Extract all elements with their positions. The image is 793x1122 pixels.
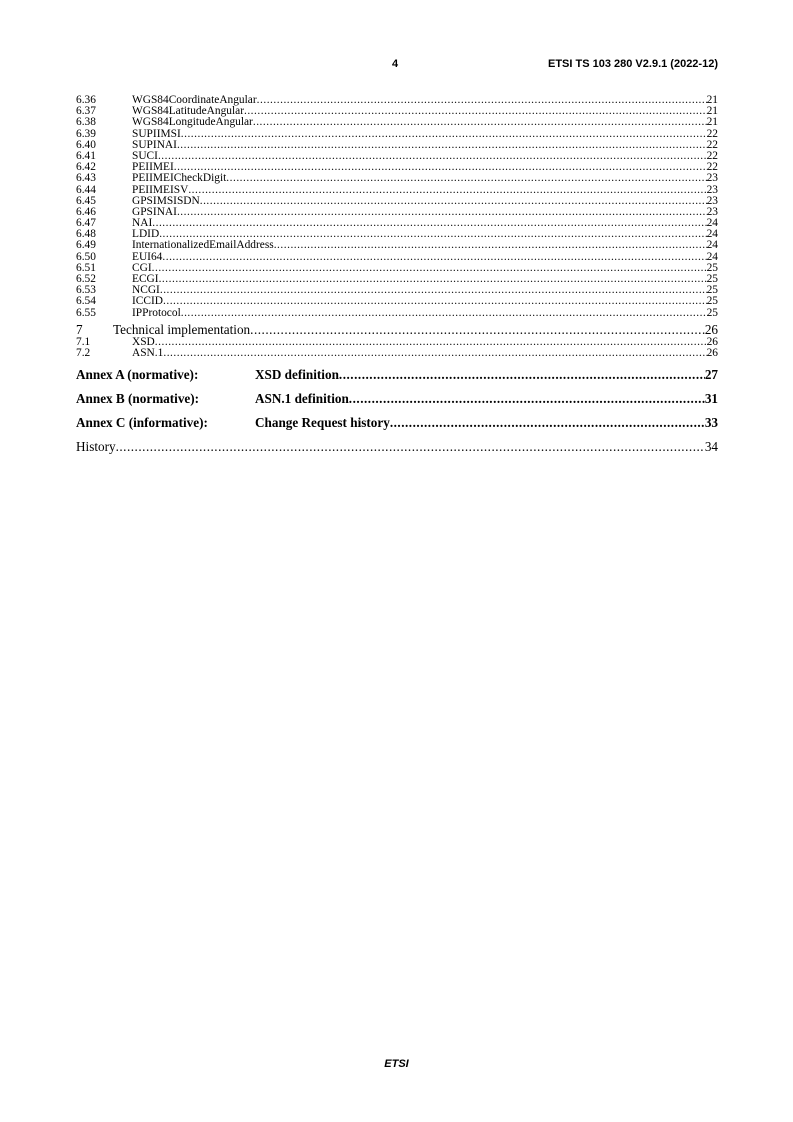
toc-history-title: History <box>76 439 116 455</box>
toc-annex-page: 31 <box>704 391 718 407</box>
toc-entry-title: GPSIMSISDN <box>132 194 200 207</box>
toc-entry-number: 6.46 <box>76 205 96 218</box>
toc-entry-number: 6.48 <box>76 228 96 241</box>
toc-entry[interactable] <box>76 207 718 218</box>
toc-clause-7[interactable] <box>76 323 718 337</box>
toc-entry-number: 7.1 <box>76 335 91 348</box>
toc-entry-number: 6.36 <box>76 94 96 106</box>
toc-leader-dots <box>174 162 707 173</box>
toc-annex-page: 33 <box>704 415 718 431</box>
toc-entry-title: ICCID <box>132 295 164 308</box>
toc-entry-number: 6.51 <box>76 261 96 274</box>
toc-leader-dots <box>274 240 707 251</box>
toc-entry-page: 26 <box>706 346 718 359</box>
toc-entry-page: 25 <box>706 295 718 308</box>
toc-entry[interactable] <box>76 348 718 359</box>
toc-entry-title: ECGI <box>132 273 159 285</box>
toc-clause-number: 7 <box>76 321 83 337</box>
toc-annex-label: Annex B (normative): <box>76 391 200 407</box>
toc-clause-page: 26 <box>704 321 718 337</box>
toc-entry-title: WGS84LongitudeAngular <box>132 116 253 129</box>
toc-leader-dots <box>339 367 705 382</box>
toc-leader-dots <box>160 285 707 296</box>
toc-entry-page: 22 <box>706 127 718 140</box>
toc-entry-number: 6.39 <box>76 127 96 140</box>
toc-entry-title: SUPIIMSI <box>132 127 181 140</box>
toc-entry-number: 6.44 <box>76 183 96 196</box>
toc-entry[interactable] <box>76 218 718 229</box>
toc-entry-title: WGS84LatitudeAngular <box>132 105 244 118</box>
toc-history[interactable] <box>76 439 718 454</box>
toc-annex-label: Annex A (normative): <box>76 367 199 383</box>
toc-leader-dots <box>163 296 707 307</box>
toc-entry-page: 23 <box>706 194 718 207</box>
toc-entry-page: 26 <box>706 335 718 348</box>
toc-entry-number: 6.50 <box>76 250 96 263</box>
toc-entry[interactable] <box>76 117 718 128</box>
toc-entry[interactable] <box>76 263 718 274</box>
toc-entry[interactable] <box>76 308 718 319</box>
toc-entry-page: 22 <box>706 138 718 151</box>
toc-entry[interactable] <box>76 274 718 285</box>
toc-annex-a[interactable] <box>76 367 718 382</box>
toc-entry-title: LDID <box>132 228 160 241</box>
toc-entry-page: 23 <box>706 183 718 196</box>
toc-entry[interactable] <box>76 140 718 151</box>
toc-entry-title: NAI <box>132 217 153 230</box>
toc-leader-dots <box>250 323 705 337</box>
toc-clause-title: Technical implementation <box>113 321 251 337</box>
toc-leader-dots <box>177 140 707 151</box>
toc-leader-dots <box>155 337 707 348</box>
document-id: ETSI TS 103 280 V2.9.1 (2022-12) <box>548 58 718 70</box>
toc-leader-dots <box>158 151 707 162</box>
toc-entry-page: 23 <box>706 172 718 185</box>
toc-history-page: 34 <box>704 439 718 455</box>
toc-entry-number: 6.43 <box>76 172 96 185</box>
toc-entry[interactable] <box>76 337 718 348</box>
toc-annex-b[interactable] <box>76 391 718 406</box>
toc-entry-number: 6.40 <box>76 138 96 151</box>
toc-entry[interactable] <box>76 296 718 307</box>
toc-entry-page: 25 <box>706 273 718 285</box>
page-footer: ETSI <box>384 1058 409 1070</box>
toc-entry[interactable] <box>76 252 718 263</box>
toc-entry-title: IPProtocol <box>132 306 181 319</box>
toc-leader-dots <box>159 274 707 285</box>
toc-entry-number: 6.45 <box>76 194 96 207</box>
toc-entry-title: WGS84CoordinateAngular <box>132 94 257 106</box>
toc-entry-number: 7.2 <box>76 346 91 359</box>
toc-entry-title: XSD <box>132 335 155 348</box>
toc-entry-number: 6.42 <box>76 161 96 174</box>
toc-leader-dots <box>152 263 707 274</box>
page-number: 4 <box>392 58 399 70</box>
toc-entry-number: 6.49 <box>76 239 96 252</box>
toc-leader-dots <box>226 173 706 184</box>
toc-entry-page: 22 <box>706 161 718 174</box>
toc-entry-title: PEIIMEI <box>132 161 174 174</box>
toc-entry[interactable] <box>76 185 718 196</box>
toc-entry-number: 6.52 <box>76 273 96 285</box>
toc-entry-page: 24 <box>706 239 718 252</box>
toc-leader-dots <box>152 218 706 229</box>
toc-entry-page: 24 <box>706 217 718 230</box>
toc-annex-title: XSD definition <box>255 367 339 383</box>
toc-leader-dots <box>181 129 707 140</box>
toc-entry-title: NCGI <box>132 284 160 297</box>
toc-entry-title: ASN.1 <box>132 346 164 359</box>
toc-entry-title: PEIIMEICheckDigit <box>132 172 227 185</box>
toc-leader-dots <box>390 415 705 430</box>
toc-annex-label: Annex C (informative): <box>76 415 208 431</box>
toc-entry-page: 25 <box>706 306 718 319</box>
toc-entry-title: InternationalizedEmailAddress <box>132 239 274 252</box>
toc-entry-number: 6.47 <box>76 217 96 230</box>
toc-entry-page: 21 <box>706 94 718 106</box>
toc-entry-title: SUPINAI <box>132 138 177 151</box>
toc-entry-title: GPSINAI <box>132 205 177 218</box>
toc-entry-page: 23 <box>706 205 718 218</box>
toc-entry-number: 6.37 <box>76 105 96 118</box>
toc-entry-page: 24 <box>706 228 718 241</box>
toc-entry-page: 25 <box>706 261 718 274</box>
toc-entry-title: SUCI <box>132 149 158 162</box>
toc-leader-dots <box>200 196 707 207</box>
table-of-contents <box>76 95 718 454</box>
toc-entry[interactable] <box>76 240 718 251</box>
toc-leader-dots <box>253 117 707 128</box>
toc-entry-number: 6.41 <box>76 149 96 162</box>
toc-leader-dots <box>163 348 706 359</box>
page-header <box>76 55 718 73</box>
toc-annex-c[interactable] <box>76 415 718 430</box>
toc-entry-page: 25 <box>706 284 718 297</box>
toc-entry-number: 6.53 <box>76 284 96 297</box>
toc-leader-dots <box>181 308 707 319</box>
toc-entry-number: 6.38 <box>76 116 96 129</box>
toc-entry-page: 21 <box>706 116 718 129</box>
toc-entry-number: 6.55 <box>76 306 96 319</box>
toc-entry[interactable] <box>76 285 718 296</box>
toc-annex-title: ASN.1 definition <box>255 391 349 407</box>
toc-leader-dots <box>188 185 706 196</box>
toc-leader-dots <box>116 439 705 454</box>
toc-entry-title: CGI <box>132 261 152 274</box>
toc-entry-page: 21 <box>706 105 718 118</box>
toc-entry-page: 22 <box>706 149 718 162</box>
toc-entry-title: PEIIMEISV <box>132 183 189 196</box>
toc-entry-title: EUI64 <box>132 250 163 263</box>
toc-leader-dots <box>244 106 707 117</box>
toc-annex-page: 27 <box>704 367 718 383</box>
toc-annex-title: Change Request history <box>255 415 390 431</box>
toc-leader-dots <box>349 391 705 406</box>
toc-entry-number: 6.54 <box>76 295 96 308</box>
toc-entry[interactable] <box>76 173 718 184</box>
toc-leader-dots <box>177 207 707 218</box>
toc-entry-page: 24 <box>706 250 718 263</box>
toc-leader-dots <box>257 95 707 106</box>
toc-leader-dots <box>162 252 706 263</box>
